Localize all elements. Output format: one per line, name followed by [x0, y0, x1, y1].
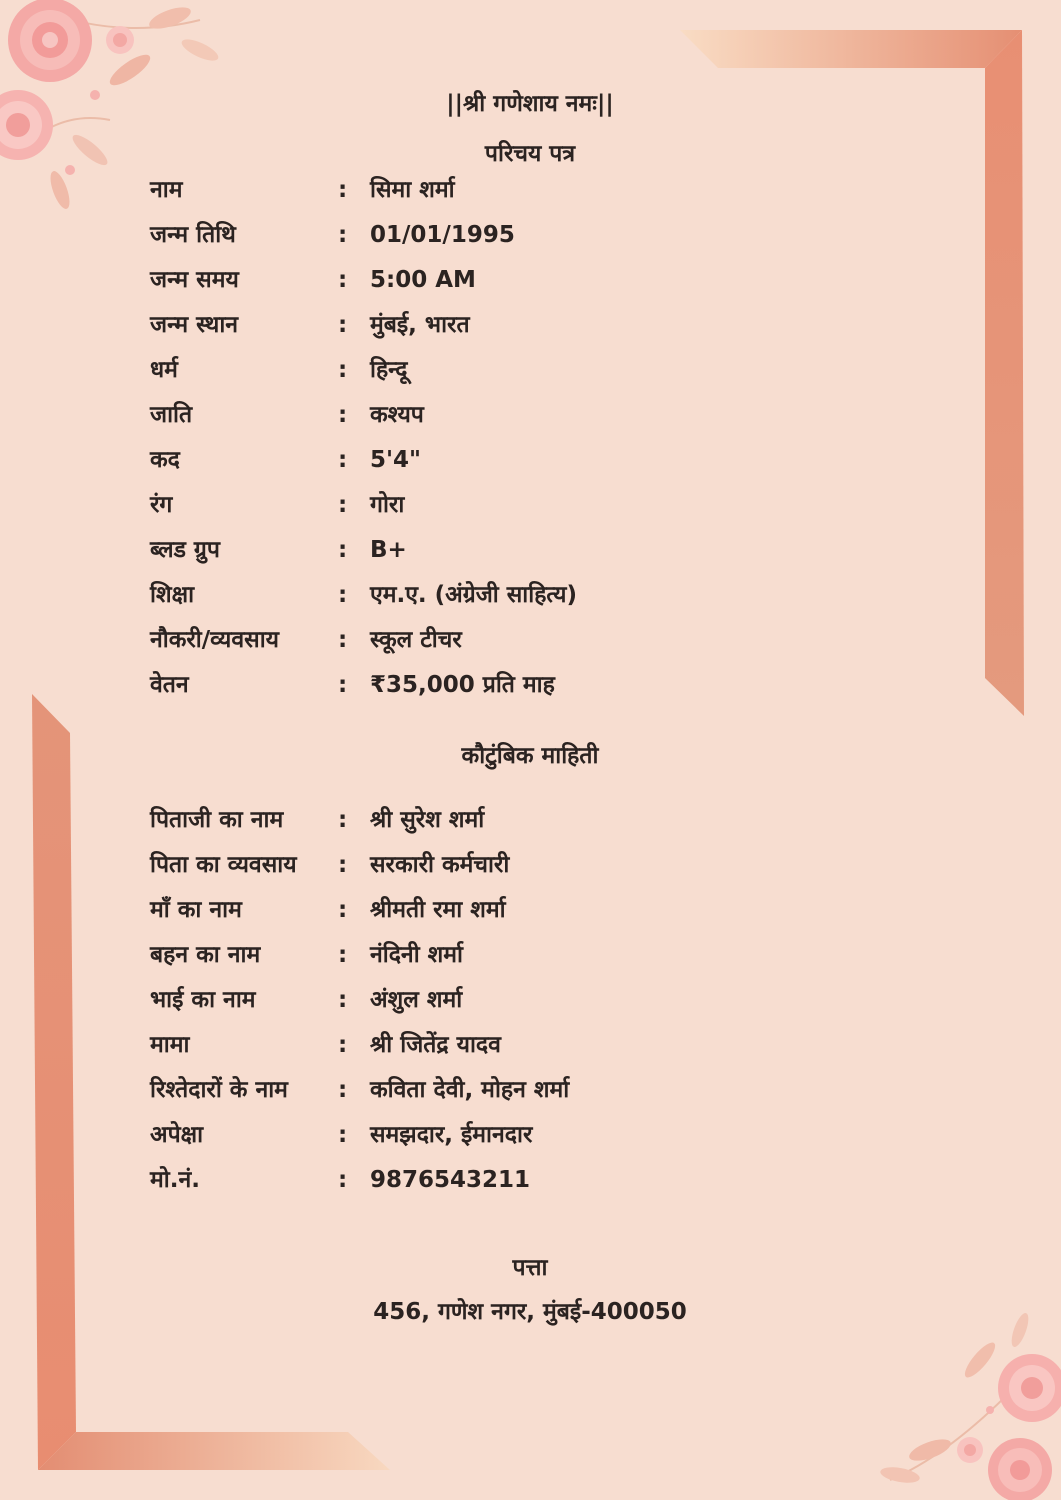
detail-row-caste — [150, 396, 850, 441]
detail-value: ₹35,000 प्रति माह — [370, 672, 555, 698]
detail-value: नंदिनी शर्मा — [370, 942, 464, 968]
frame-bottom-bar — [38, 1432, 390, 1470]
detail-row-birth-time — [150, 261, 850, 306]
detail-label: जाति — [150, 402, 193, 428]
detail-value: समझदार, ईमानदार — [370, 1122, 533, 1148]
invocation-heading: ||श्री गणेशाय नमः|| — [446, 91, 614, 117]
detail-value: सरकारी कर्मचारी — [370, 852, 510, 878]
detail-separator: : — [338, 852, 348, 878]
detail-separator: : — [338, 942, 348, 968]
detail-label: रंग — [150, 492, 173, 518]
detail-separator: : — [338, 627, 348, 653]
detail-label: रिश्तेदारों के नाम — [150, 1077, 288, 1103]
family-row-father-name — [150, 801, 850, 846]
detail-row-height — [150, 441, 850, 486]
detail-row-occupation — [150, 621, 850, 666]
frame-right-bar — [985, 30, 1024, 716]
detail-separator: : — [338, 447, 348, 473]
detail-value: श्रीमती रमा शर्मा — [370, 897, 506, 923]
family-row-mother-name — [150, 891, 850, 936]
detail-separator: : — [338, 537, 348, 563]
family-row-mobile-number — [150, 1161, 850, 1206]
detail-value: सिमा शर्मा — [370, 177, 455, 203]
detail-value: कश्यप — [370, 402, 424, 428]
detail-value: श्री जितेंद्र यादव — [370, 1032, 501, 1058]
detail-separator: : — [338, 1032, 348, 1058]
detail-row-complexion — [150, 486, 850, 531]
detail-value: हिन्दू — [370, 357, 408, 383]
family-details-list — [150, 801, 850, 1206]
detail-separator: : — [338, 492, 348, 518]
detail-row-salary — [150, 666, 850, 711]
detail-label: नौकरी/व्यवसाय — [150, 627, 279, 653]
detail-label: कद — [150, 447, 180, 473]
detail-value: श्री सुरेश शर्मा — [370, 807, 485, 833]
detail-label: मामा — [150, 1032, 190, 1058]
detail-separator: : — [338, 222, 348, 248]
detail-label: भाई का नाम — [150, 987, 256, 1013]
detail-value: 5'4" — [370, 447, 422, 473]
detail-label: बहन का नाम — [150, 942, 261, 968]
family-row-maternal-uncle — [150, 1026, 850, 1071]
detail-separator: : — [338, 267, 348, 293]
family-row-brother-name — [150, 981, 850, 1026]
detail-label: जन्म समय — [150, 267, 239, 293]
detail-row-birth-place — [150, 306, 850, 351]
address-text: 456, गणेश नगर, मुंबई-400050 — [373, 1299, 687, 1325]
detail-separator: : — [338, 672, 348, 698]
detail-row-education — [150, 576, 850, 621]
detail-separator: : — [338, 987, 348, 1013]
detail-separator: : — [338, 1122, 348, 1148]
family-row-expectations — [150, 1116, 850, 1161]
detail-value: एम.ए. (अंग्रेजी साहित्य) — [370, 582, 577, 608]
detail-label: शिक्षा — [150, 582, 195, 608]
detail-label: वेतन — [150, 672, 189, 698]
detail-label: माँ का नाम — [150, 897, 242, 923]
detail-row-religion — [150, 351, 850, 396]
detail-row-blood-group — [150, 531, 850, 576]
detail-label: अपेक्षा — [150, 1122, 204, 1148]
detail-label: नाम — [150, 177, 183, 203]
flower-decoration-bottom-right — [870, 1300, 1061, 1500]
detail-separator: : — [338, 177, 348, 203]
detail-label: जन्म स्थान — [150, 312, 239, 338]
detail-value: गोरा — [370, 492, 405, 518]
detail-value: 5:00 AM — [370, 267, 476, 293]
detail-value: 9876543211 — [370, 1167, 531, 1193]
detail-label: जन्म तिथि — [150, 222, 236, 248]
family-row-father-occupation — [150, 846, 850, 891]
detail-row-name — [150, 171, 850, 216]
detail-label: पिता का व्यवसाय — [150, 852, 297, 878]
detail-separator: : — [338, 402, 348, 428]
detail-label: पिताजी का नाम — [150, 807, 284, 833]
detail-value: मुंबई, भारत — [370, 312, 470, 338]
frame-top-bar — [680, 30, 1022, 68]
page-title: परिचय पत्र — [484, 141, 576, 167]
detail-row-birth-date — [150, 216, 850, 261]
detail-value: स्कूल टीचर — [370, 627, 462, 653]
detail-value: B+ — [370, 537, 407, 563]
personal-details-list — [150, 171, 850, 711]
detail-label: ब्लड ग्रुप — [150, 537, 220, 563]
detail-separator: : — [338, 357, 348, 383]
family-row-sister-name — [150, 936, 850, 981]
family-row-relatives — [150, 1071, 850, 1116]
detail-value: 01/01/1995 — [370, 222, 515, 248]
address-title: पत्ता — [512, 1255, 548, 1281]
detail-separator: : — [338, 312, 348, 338]
detail-value: अंशुल शर्मा — [370, 987, 463, 1013]
detail-label: मो.नं. — [150, 1167, 200, 1193]
detail-value: कविता देवी, मोहन शर्मा — [370, 1077, 570, 1103]
detail-separator: : — [338, 897, 348, 923]
detail-separator: : — [338, 1077, 348, 1103]
detail-separator: : — [338, 1167, 348, 1193]
detail-label: धर्म — [150, 357, 178, 383]
family-section-title: कौटुंबिक माहिती — [461, 743, 599, 769]
detail-separator: : — [338, 807, 348, 833]
frame-left-bar — [32, 694, 76, 1470]
detail-separator: : — [338, 582, 348, 608]
